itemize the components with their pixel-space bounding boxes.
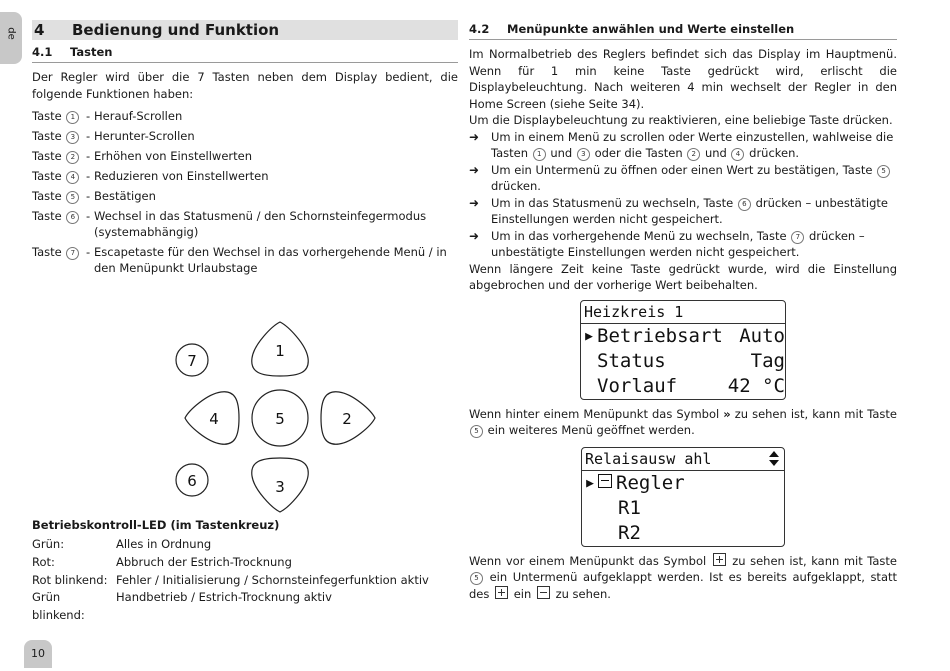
led-title: Betriebskontroll-LED (im Tastenkreuz) <box>32 518 280 532</box>
key-row: Taste 7 - Escapetaste für den Wechsel in das vorhergehende Menü / in den Menüpunkt Urlaubstage <box>32 244 458 276</box>
key-description: Erhöhen von Einstellwerten <box>94 149 253 163</box>
key-icon: 2 <box>687 148 700 161</box>
key-row: Taste 6 - Wechsel in das Statusmenü / den Schornsteinfegermodus (systemabhängig) <box>32 208 458 240</box>
key-icon: 7 <box>791 231 804 244</box>
key-label: Taste <box>32 149 62 163</box>
menu-item-name: Betriebsart <box>597 324 723 347</box>
subsection-heading-menu <box>469 20 897 40</box>
collapse-icon <box>537 586 550 599</box>
led-row <box>32 589 458 625</box>
key-row: Taste 1 - Herauf-Scrollen <box>32 109 183 123</box>
paragraph-normal-operation: Im Normalbetrieb des Reglers befindet sich das Display im Hauptmenü. Wenn für 1 min keine Taste gedrückt wird, erlischt die Displaybeleuchtung. Nach weiteren 4 min wechselt der Regler in den Home Screen (siehe Seite 34). <box>469 47 897 111</box>
display-line <box>582 471 784 496</box>
led-state: Rot blinkend: <box>32 572 108 587</box>
key-icon: 4 <box>66 171 79 184</box>
menu-item-value: Tag <box>750 349 785 372</box>
key-row: Taste 2 - Erhöhen von Einstellwerten <box>32 149 253 163</box>
key-1-label: 1 <box>275 342 285 360</box>
key-description: Wechsel in das Statusmenü / den Schornsteinfegermodus (systemabhängig) <box>94 209 427 239</box>
key-3-label: 3 <box>275 478 285 496</box>
key-description: Herunter-Scrollen <box>94 129 195 143</box>
subsection-number: 4.1 <box>32 45 53 59</box>
expand-icon <box>495 586 508 599</box>
key-label: Taste <box>32 129 62 143</box>
key-label: Taste <box>32 209 62 223</box>
arrow-right-icon: ➜ <box>469 162 480 177</box>
led-meaning: Fehler / Initialisierung / Schornsteinfegerfunktion aktiv <box>116 572 429 587</box>
arrow-right-icon: ➜ <box>469 228 480 243</box>
instruction-item: ➜ Um in das Statusmenü zu wechseln, Taste 6 drücken – unbestätigte Einstellungen werden nicht gespeichert. <box>469 195 888 226</box>
display-header: Relaisausw ahl <box>582 448 784 471</box>
instruction-list <box>469 129 897 261</box>
key-description: Escapetaste für den Wechsel in das vorhergehende Menü / in den Menüpunkt Urlaubstage <box>94 245 447 275</box>
display-relaisauswahl <box>581 447 785 547</box>
key-row: Taste 4 - Reduzieren von Einstellwerten <box>32 169 269 183</box>
display-header: Heizkreis 1 <box>581 301 785 324</box>
key-row: Taste 3 - Herunter-Scrollen <box>32 129 195 143</box>
key-icon: 6 <box>66 211 79 224</box>
menu-item-name: R2 <box>618 521 641 544</box>
key-2-label: 2 <box>342 410 352 428</box>
led-meaning: Handbetrieb / Estrich-Trocknung aktiv <box>116 590 332 605</box>
led-state: Grün: <box>32 537 65 551</box>
subsection-title: Menüpunkte anwählen und Werte einstellen <box>507 22 795 36</box>
intro-paragraph: Der Regler wird über die 7 Tasten neben dem Display bedient, die folgende Funktionen haben: <box>32 70 458 101</box>
language-tab <box>0 12 22 64</box>
key-icon: 2 <box>66 151 79 164</box>
expand-icon <box>713 553 726 566</box>
key-icon: 6 <box>738 198 751 211</box>
key-icon: 3 <box>66 131 79 144</box>
menu-item-value: 42 °C <box>727 374 785 397</box>
display-line <box>582 521 784 546</box>
left-column <box>32 20 458 623</box>
display-line <box>582 496 784 521</box>
key-description: Bestätigen <box>94 189 156 203</box>
display-line <box>581 349 785 374</box>
key-7-label: 7 <box>187 352 197 370</box>
key-icon: 1 <box>533 148 546 161</box>
section-heading <box>32 20 458 40</box>
menu-item-name: R1 <box>618 496 641 519</box>
arrow-right-icon: ➜ <box>469 195 480 210</box>
right-column <box>469 20 897 602</box>
menu-item-name: Vorlauf <box>597 374 678 397</box>
key-label: Taste <box>32 169 62 183</box>
section-number: 4 <box>34 21 45 39</box>
key-icon: 5 <box>877 165 890 178</box>
scroll-arrows-icon <box>768 450 780 467</box>
menu-item-name: Status <box>597 349 666 372</box>
cursor-icon: ▶ <box>586 475 594 491</box>
led-section <box>32 517 458 625</box>
key-icon: 7 <box>66 247 79 260</box>
key-row: Taste 5 - Bestätigen <box>32 189 156 203</box>
paragraph-expand-symbol: Wenn vor einem Menüpunkt das Symbol zu sehen ist, kann mit Taste 5 ein Untermenü aufgeklappt werden. Ist es bereits aufgeklappt, statt des ein zu sehen. <box>469 553 898 601</box>
instruction-item: ➜ Um in das vorhergehende Menü zu wechseln, Taste 7 drücken – unbestätigte Einstellungen werden nicht gespeichert. <box>469 228 865 259</box>
key-description: Herauf-Scrollen <box>94 109 183 123</box>
collapse-icon <box>598 474 612 488</box>
key-description: Reduzieren von Einstellwerten <box>94 169 269 183</box>
display-line <box>581 374 785 399</box>
key-icon: 3 <box>577 148 590 161</box>
key-icon: 5 <box>66 191 79 204</box>
led-row <box>32 536 458 554</box>
key-4-label: 4 <box>209 410 219 428</box>
key-label: Taste <box>32 189 62 203</box>
display-line <box>581 324 785 349</box>
instruction-item: ➜ Um ein Untermenü zu öffnen oder einen Wert zu bestätigen, Taste 5 drücken. <box>469 162 897 195</box>
led-meaning: Abbruch der Estrich-Trocknung <box>116 554 292 569</box>
instruction-item: ➜ Um in einem Menü zu scrollen oder Werte einzustellen, wahlweise die Tasten 1 und 3 oder die Tasten 2 und 4 drücken. <box>469 129 894 160</box>
key-6-label: 6 <box>187 472 197 490</box>
key-list <box>32 108 458 276</box>
language-label: de <box>5 27 17 40</box>
cursor-icon: ▶ <box>585 328 593 344</box>
led-meaning: Alles in Ordnung <box>116 537 212 551</box>
subsection-title: Tasten <box>70 45 113 59</box>
double-chevron-icon: » <box>723 406 731 421</box>
led-row <box>32 554 458 572</box>
key-icon: 4 <box>731 148 744 161</box>
section-title: Bedienung und Funktion <box>72 21 280 39</box>
key-label: Taste <box>32 109 62 123</box>
key-label: Taste <box>32 245 62 259</box>
led-row <box>32 572 458 590</box>
key-icon: 5 <box>470 425 483 438</box>
paragraph-timeout: Wenn längere Zeit keine Taste gedrückt wurde, wird die Einstellung abgebrochen und der vorherige Wert beibehalten. <box>469 261 897 292</box>
page-number: 10 <box>24 640 52 668</box>
key-icon: 1 <box>66 111 79 124</box>
paragraph-backlight: Um die Displaybeleuchtung zu reaktivieren, eine beliebige Taste drücken. <box>469 113 893 127</box>
menu-item-name: Regler <box>616 471 685 494</box>
led-state: Grün blinkend: <box>32 590 85 623</box>
led-state: Rot: <box>32 554 55 569</box>
display-heizkreis <box>580 300 786 400</box>
arrow-right-icon: ➜ <box>469 129 480 144</box>
menu-item-value: Auto <box>739 324 785 347</box>
subsection-number: 4.2 <box>469 22 490 36</box>
subsection-heading-tasten <box>32 43 458 63</box>
keypad-diagram <box>142 300 382 520</box>
key-5-label: 5 <box>275 410 285 428</box>
key-icon: 5 <box>470 572 483 585</box>
paragraph-submenu-symbol: Wenn hinter einem Menüpunkt das Symbol » zu sehen ist, kann mit Taste 5 ein weiteres Menü geöffnet werden. <box>469 406 897 437</box>
